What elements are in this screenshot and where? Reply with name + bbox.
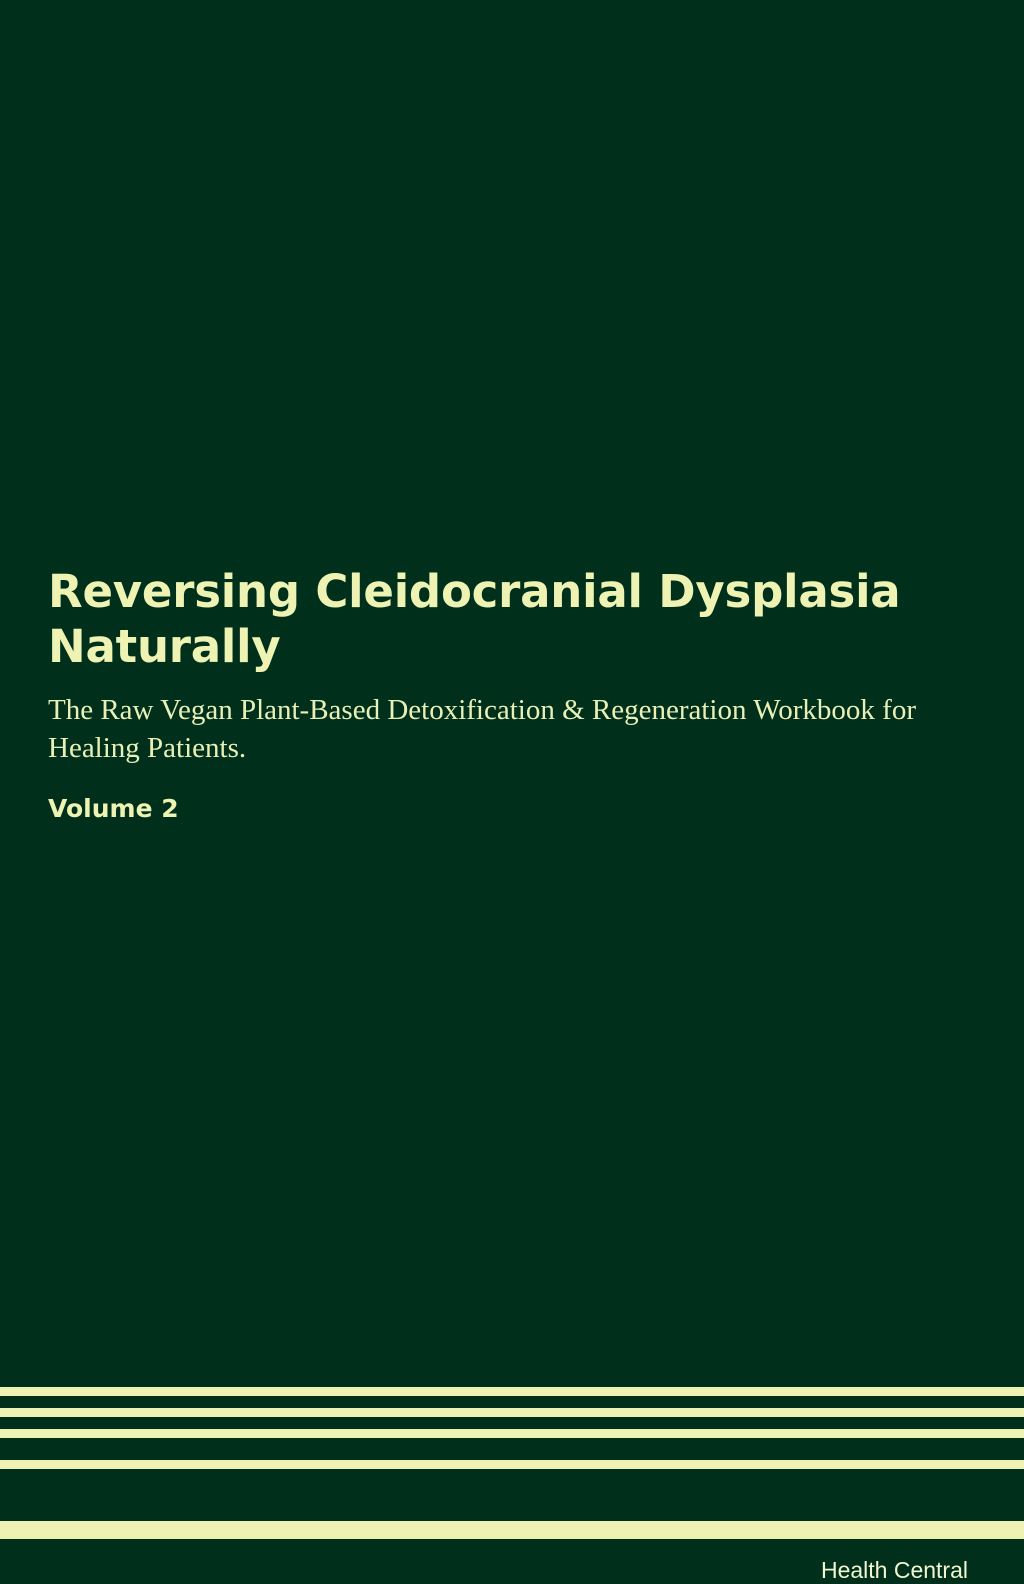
cover-title-block xyxy=(48,565,958,823)
stripe-publisher-band xyxy=(0,1469,1024,1583)
page-title: Reversing Cleidocranial Dysplasia Naturally xyxy=(48,565,901,673)
cover-stripe-decoration xyxy=(0,1387,1024,1583)
stripe-gap-1 xyxy=(0,1396,1024,1408)
stripe-2 xyxy=(0,1408,1024,1417)
stripe-5 xyxy=(0,1521,1024,1539)
stripe-gap-2 xyxy=(0,1417,1024,1429)
stripe-3 xyxy=(0,1429,1024,1438)
stripe-1 xyxy=(0,1387,1024,1396)
stripe-gap-3 xyxy=(0,1438,1024,1460)
stripe-4 xyxy=(0,1460,1024,1469)
publisher-name: Health Central xyxy=(820,1557,968,1583)
cover-volume-label: Volume 2 xyxy=(48,793,179,823)
cover-subtitle: The Raw Vegan Plant-Based Detoxification & Regeneration Workbook for Healing Patients. xyxy=(48,693,916,765)
